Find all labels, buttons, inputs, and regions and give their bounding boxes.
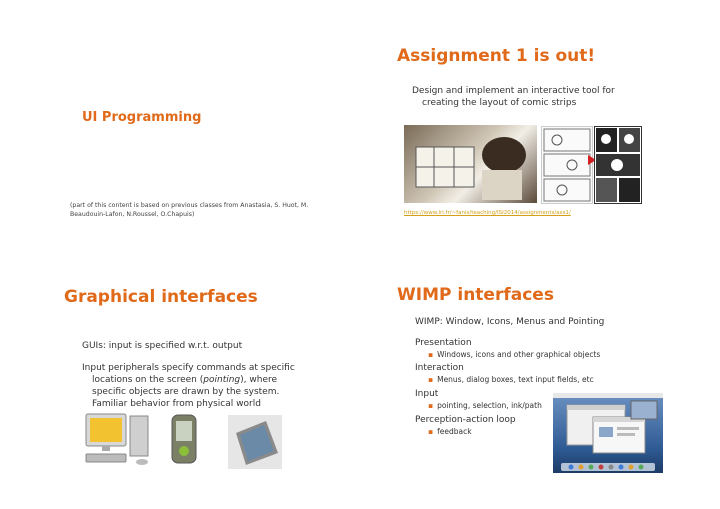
bullet-presentation [428,350,600,360]
assignment-link[interactable]: https://www.lri.fr/~fanis/teaching/ISI2014/assignments/ass1/ [404,210,571,216]
slide4-subtitle: WIMP: Window, Icons, Menus and Pointing [415,317,605,327]
section-heading-perception-action: Perception-action loop [415,415,516,425]
bullet-text: Menus, dialog boxes, text input fields, etc [437,375,594,384]
slide3-para1: GUIs: input is specified w.r.t. output [82,341,243,351]
section-heading-input: Input [415,389,439,399]
bullet-interaction [428,375,594,385]
bullet-icon: ▪ [428,427,434,436]
tablet-device-image [226,413,284,471]
slide2-body [412,85,615,109]
section-heading-interaction: Interaction [415,363,464,373]
para2-line2-pre: locations on the screen ( [92,375,204,385]
slide1-credit [70,201,308,219]
slide2-title: Assignment 1 is out! [397,46,596,66]
bullet-icon: ▪ [428,401,434,410]
mac-desktop-screenshot [553,393,663,473]
bullet-text: Windows, icons and other graphical objects [437,350,601,359]
slide2-body-line2: creating the layout of comic strips [422,98,577,108]
para2-line4: Familiar behavior from physical world [92,399,261,409]
para2-line2 [82,374,295,386]
credit-line-1: (part of this content is based on previous classes from Anastasia, S. Huot, M. [70,202,309,209]
bullet-text: pointing, selection, ink/path [437,401,542,410]
comic-drawing-photo [404,125,537,203]
comic-strip-final [594,126,642,204]
slide1-title: UI Programming [82,110,202,125]
slide3-title: Graphical interfaces [64,287,258,307]
pointing-emphasis: pointing [203,375,241,385]
desktop-computer-image [82,410,158,468]
slide4-title: WIMP interfaces [397,285,554,305]
para2-line2-post: ), where [240,375,278,385]
para2-line1: Input peripherals specify commands at specific [82,363,295,373]
slide2-body-line1: Design and implement an interactive tool for [412,86,615,96]
comic-strip-sketch [541,126,593,204]
section-heading-presentation: Presentation [415,338,472,348]
bullet-icon: ▪ [428,350,434,359]
bullet-perception-action [428,427,472,437]
para2-line3: specific objects are drawn by the system. [92,387,280,397]
slide3-para2 [82,362,295,410]
bullet-input [428,401,542,411]
bullet-icon: ▪ [428,375,434,384]
bullet-text: feedback [437,427,472,436]
pda-device-image [170,413,198,465]
credit-line-2: Beaudouin-Lafon, N.Roussel, O.Chapuis) [70,211,195,218]
